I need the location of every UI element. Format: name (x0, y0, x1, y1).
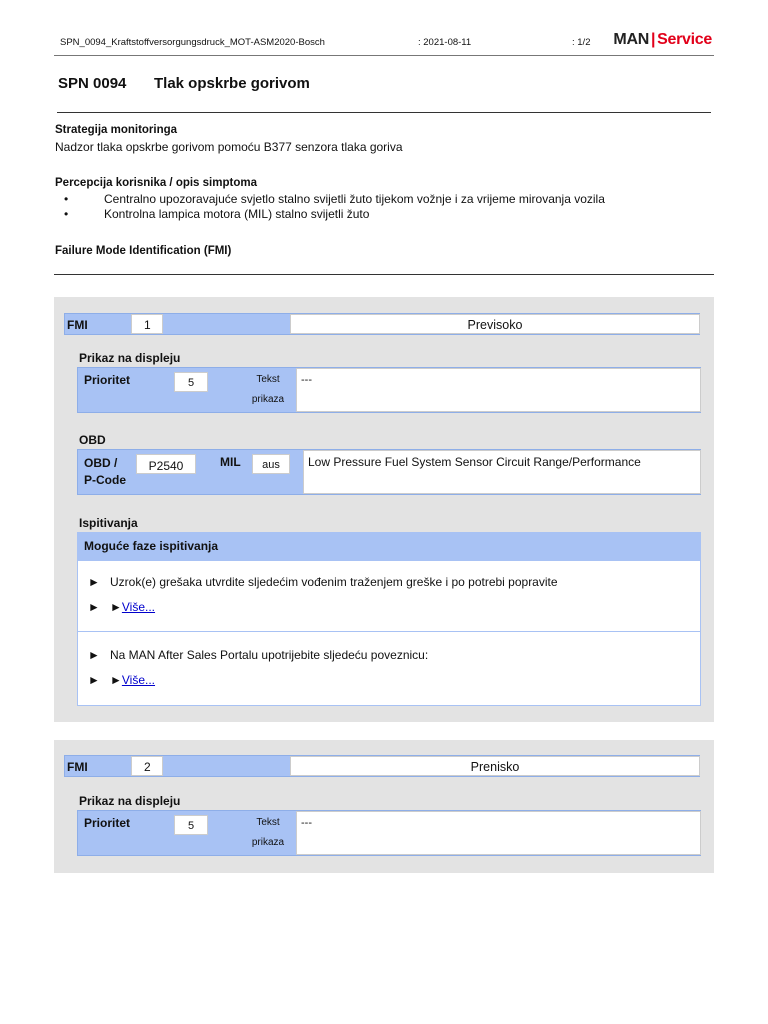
man-service-logo: MAN | Service (613, 31, 712, 48)
list-item: • Centralno upozoravajuće svjetlo stalno svijetli žuto tijekom vožnje i za vrijeme mirovanja vozila (64, 192, 605, 207)
display-text-value: --- (296, 368, 701, 412)
display-text-value: --- (296, 811, 701, 855)
title-divider (57, 112, 711, 113)
spn-code: SPN 0094 (58, 75, 127, 92)
list-item: • Kontrolna lampica motora (MIL) stalno svijetli žuto (64, 207, 605, 222)
symptom-list (64, 192, 605, 222)
page-header (54, 30, 714, 56)
tests-heading: Ispitivanja (79, 516, 138, 530)
display-heading: Prikaz na displeju (79, 351, 181, 365)
mil-label: MIL (220, 455, 241, 469)
display-box (77, 810, 701, 856)
text-label: Tekst prikaza (251, 817, 285, 848)
fmi-description: Previsoko (290, 314, 700, 334)
priority-label: Prioritet (84, 373, 131, 387)
obd-heading: OBD (79, 433, 106, 447)
strategy-text: Nadzor tlaka opskrbe gorivom pomoću B377 senzora tlaka goriva (55, 140, 403, 154)
fmi-block-2 (54, 740, 714, 873)
display-box (77, 367, 701, 413)
perception-heading: Percepcija korisnika / opis simptoma (55, 177, 257, 189)
obd-box (77, 449, 701, 495)
pcode-value: P2540 (136, 454, 196, 474)
step-2-link-row: ► ►Više... (88, 673, 156, 687)
text-label: Tekst prikaza (251, 374, 285, 405)
display-heading: Prikaz na displeju (79, 794, 181, 808)
fmi-heading: Failure Mode Identification (FMI) (55, 245, 232, 257)
fmi-description: Prenisko (290, 756, 700, 776)
priority-value: 5 (174, 372, 208, 392)
strategy-heading: Strategija monitoringa (55, 124, 178, 136)
fmi-row (64, 755, 700, 777)
fmi-label: FMI (67, 318, 88, 332)
fmi-number: 2 (131, 756, 163, 776)
step-1-link-row: ► ►Više... (88, 600, 156, 614)
document-date: : 2021-08-11 (418, 37, 472, 48)
step-divider (78, 631, 700, 632)
phases-panel (77, 560, 701, 706)
page-title (58, 75, 310, 92)
step-2: ► Na MAN After Sales Portalu upotrijebite sljedeću poveznicu: (88, 648, 429, 662)
fmi-divider (54, 274, 714, 275)
phases-heading: Moguće faze ispitivanja (77, 532, 701, 560)
document-name: SPN_0094_Kraftstoffversorgungsdruck_MOT-ASM2020-Bosch (60, 37, 325, 48)
fmi-number: 1 (131, 314, 163, 334)
priority-label: Prioritet (84, 816, 131, 830)
fmi-label: FMI (67, 760, 88, 774)
more-link[interactable]: Više... (121, 600, 156, 614)
more-link[interactable]: Više... (121, 673, 156, 687)
priority-value: 5 (174, 815, 208, 835)
mil-value: aus (252, 454, 290, 474)
spn-name: Tlak opskrbe gorivom (154, 75, 310, 92)
obd-description: Low Pressure Fuel System Sensor Circuit Range/Performance (303, 450, 701, 494)
fmi-block-1 (54, 297, 714, 722)
step-1: ► Uzrok(e) grešaka utvrdite sljedećim vođenim traženjem greške i po potrebi popravite (88, 575, 558, 589)
fmi-row (64, 313, 700, 335)
obd-label: OBD / P-Code (84, 456, 126, 487)
page-number: : 1/2 (572, 37, 591, 48)
